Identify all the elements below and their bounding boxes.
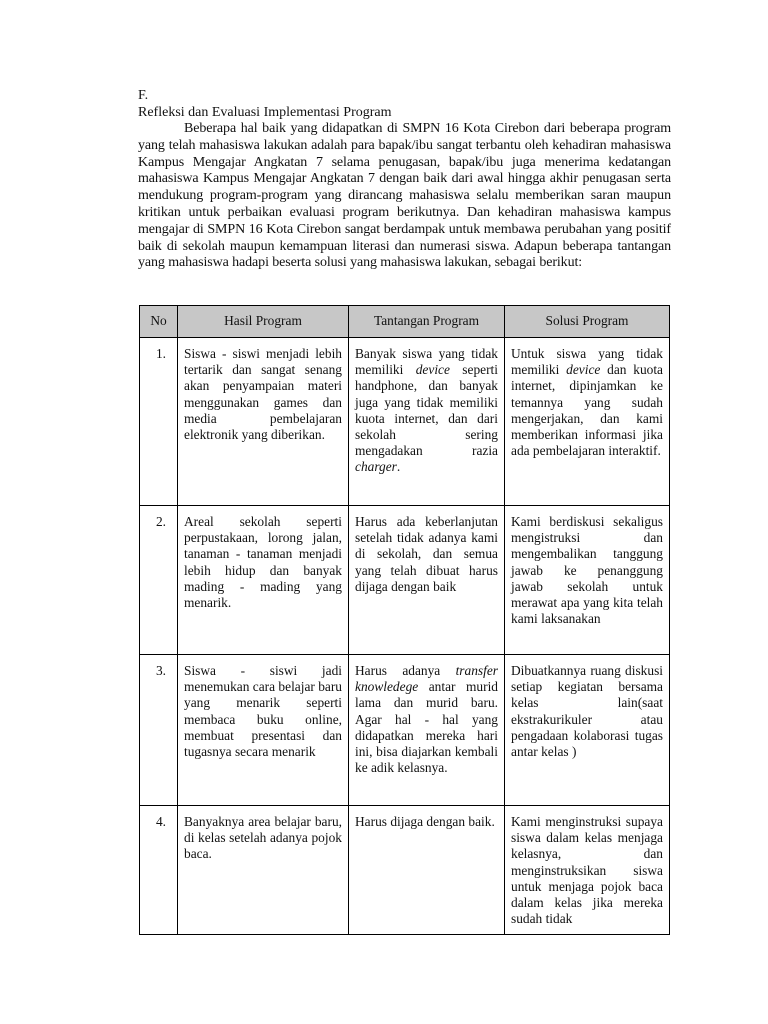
row-number-cell xyxy=(140,338,178,506)
hasil-cell: Siswa - siswi jadi menemukan cara belajar baru yang menarik seperti membaca buku online, membuat presentasi dan tugasnya secara menarik xyxy=(178,655,349,806)
solusi-text: Untuk siswa yang tidak memiliki xyxy=(511,346,663,378)
tantangan-text: seperti handphone, dan banyak juga yang tidak memiliki kuota internet, dan dari sekolah sering mengadakan razia xyxy=(355,362,499,459)
row-number-cell xyxy=(140,806,178,935)
section-title: Refleksi dan Evaluasi Implementasi Program xyxy=(138,105,392,120)
row-number: 4. xyxy=(155,814,167,829)
tantangan-italic: transfer knowledege xyxy=(355,663,498,695)
row-number: 2. xyxy=(155,514,167,529)
table-row xyxy=(140,655,670,806)
section-marker: F. xyxy=(138,88,149,103)
table-row xyxy=(140,506,670,655)
solusi-cell: Kami berdiskusi sekaligus mengistruksi dan mengembalikan tanggung jawab ke penanggung jawab sekolah untuk merawat apa yang kita telah kami laksanakan xyxy=(505,506,670,655)
tantangan-text: Banyak siswa yang tidak memiliki xyxy=(355,346,498,378)
header-hasil-program: Hasil Program xyxy=(178,306,349,338)
tantangan-cell: Harus dijaga dengan baik. xyxy=(349,806,505,935)
header-solusi-program: Solusi Program xyxy=(505,306,670,338)
row-number-cell xyxy=(140,655,178,806)
tantangan-text: . xyxy=(396,459,401,475)
table-row xyxy=(140,338,670,506)
row-number: 1. xyxy=(155,346,167,361)
row-number-cell xyxy=(140,506,178,655)
solusi-cell xyxy=(505,338,670,506)
table-row xyxy=(140,806,670,935)
tantangan-cell xyxy=(349,655,505,806)
header-no: No xyxy=(140,306,178,338)
tantangan-italic: device xyxy=(415,362,450,378)
header-tantangan-program: Tantangan Program xyxy=(349,306,505,338)
tantangan-cell xyxy=(349,338,505,506)
row-number: 3. xyxy=(155,663,167,678)
tantangan-cell: Harus ada keberlanjutan setelah tidak adanya kami di sekolah, dan semua yang telah dibuat harus dijaga dengan baik xyxy=(349,506,505,655)
intro-paragraph: Beberapa hal baik yang didapatkan di SMPN 16 Kota Cirebon dari beberapa program yang telah mahasiswa lakukan adalah para bapak/ibu sangat terbantu oleh kehadiran mahasiswa Kampus Mengajar Angkatan 7 selama penugasan, bapak/ibu juga menerima kedatangan mahasiswa Kampus Mengajar Angkatan 7 dengan baik dari awal hingga akhir penugasan serta mendukung program-program yang dirancang mahasiswa selalu memberikan saran maupun kritikan untuk perbaikan evaluasi program berikutnya. Dan kehadiran mahasiswa kampus mengajar di SMPN 16 Kota Cirebon sangat berdampak untuk membawa perubahan yang positif baik di sekolah maupun kemampuan literasi dan numerasi siswa. Adapun beberapa tantangan yang mahasiswa hadapi beserta solusi yang mahasiswa lakukan, sebagai berikut: xyxy=(138,121,671,271)
hasil-cell: Areal sekolah seperti perpustakaan, lorong jalan, tanaman - tanaman menjadi lebih hidup dan banyak mading - mading yang menarik. xyxy=(178,506,349,655)
tantangan-italic: charger xyxy=(355,459,397,475)
solusi-italic: device xyxy=(566,362,601,378)
evaluation-table xyxy=(139,305,670,935)
hasil-cell: Banyaknya area belajar baru, di kelas setelah adanya pojok baca. xyxy=(178,806,349,935)
table-header-row xyxy=(140,306,670,338)
solusi-text: dan kuota internet, dipinjamkan ke temannya yang sudah mengerjakan, dan kami memberikan informasi jika ada pembelajaran interaktif. xyxy=(511,362,663,459)
tantangan-text: Harus adanya xyxy=(355,663,456,678)
hasil-cell: Siswa - siswi menjadi lebih tertarik dan sangat senang akan penyampaian materi menggunakan games dan media pembelajaran elektronik yang diberikan. xyxy=(178,338,349,506)
solusi-cell: Kami menginstruksi supaya siswa dalam kelas menjaga kelasnya, dan menginstruksikan siswa untuk menjaga pojok baca dalam kelas jika mereka sudah tidak xyxy=(505,806,670,935)
tantangan-text: antar murid lama dan murid baru. Agar hal - hal yang didapatkan mereka hari ini, bisa diajarkan kembali ke adik kelasnya. xyxy=(355,679,498,776)
solusi-cell: Dibuatkannya ruang diskusi setiap kegiatan bersama kelas lain(saat ekstrakurikuler atau pengadaan kolaborasi tugas antar kelas ) xyxy=(505,655,670,806)
